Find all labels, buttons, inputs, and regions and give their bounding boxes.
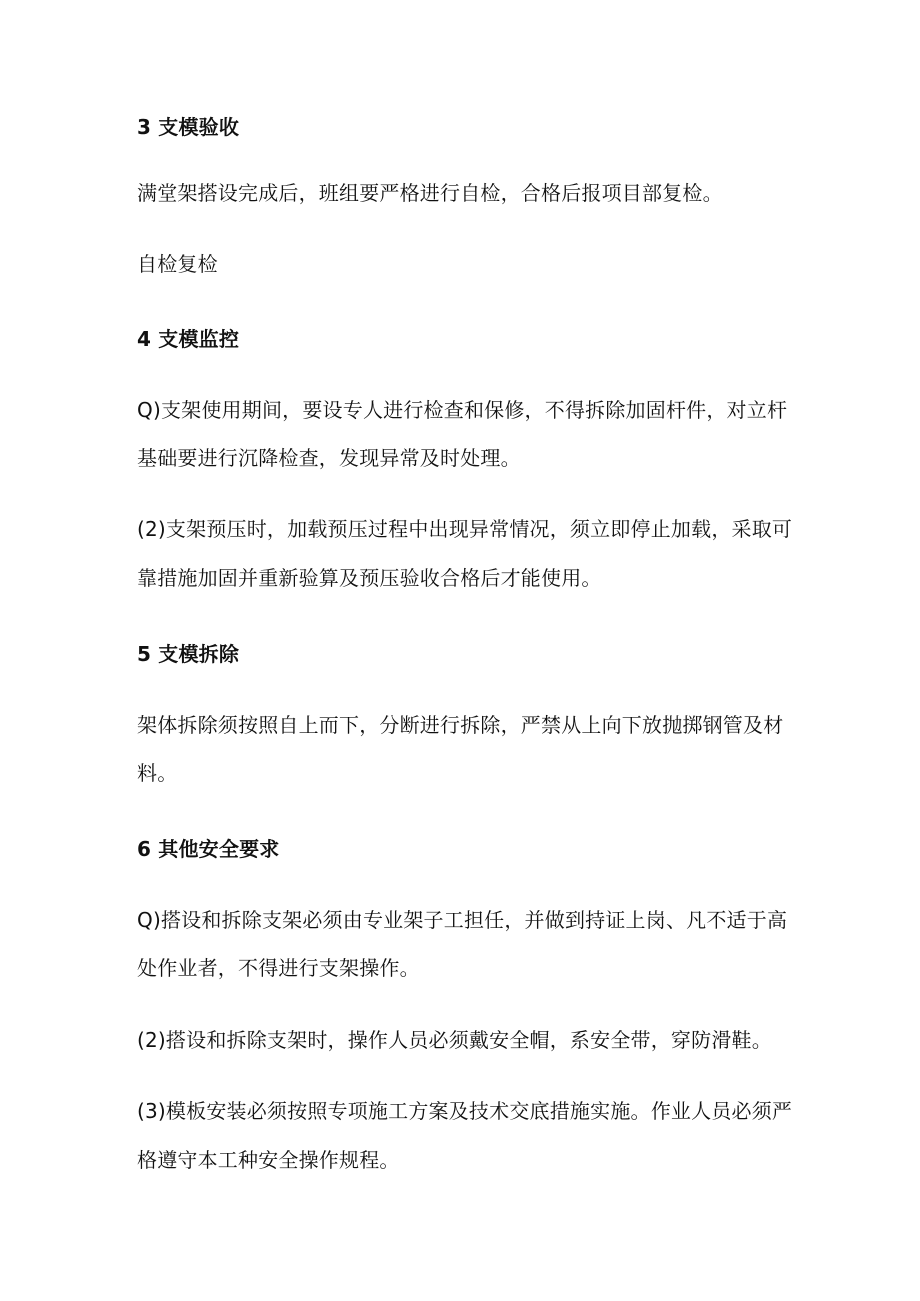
paragraph-line: 满堂架搭设完成后，班组要严格进行自检，合格后报项目部复检。 — [137, 181, 723, 205]
paragraph-line: (2)支架预压时，加载预压过程中出现异常情况，须立即停止加载，采取可 — [137, 517, 793, 541]
paragraph-line: (2)搭设和拆除支架时，操作人员必须戴安全帽，系安全带，穿防滑鞋。 — [137, 1028, 772, 1052]
section-heading: 4 支模监控 — [137, 327, 240, 351]
paragraph-line: 架体拆除须按照自上而下，分断进行拆除，严禁从上向下放抛掷钢管及材 — [137, 713, 784, 737]
paragraph-line: 基础要进行沉降检查，发现异常及时处理。 — [137, 446, 521, 470]
paragraph-line: 靠措施加固并重新验算及预压验收合格后才能使用。 — [137, 566, 602, 590]
section-heading: 3 支模验收 — [137, 115, 240, 139]
section-heading: 6 其他安全要求 — [137, 837, 280, 861]
paragraph-line: 格遵守本工种安全操作规程。 — [137, 1148, 400, 1172]
paragraph-line: 处作业者，不得进行支架操作。 — [137, 956, 420, 980]
paragraph-line: 自检复检 — [137, 252, 218, 276]
section-heading: 5 支模拆除 — [137, 642, 240, 666]
paragraph-line: Q)支架使用期间，要设专人进行检查和保修，不得拆除加固杆件，对立杆 — [137, 398, 788, 422]
paragraph-line: (3)模板安装必须按照专项施工方案及技术交底措施实施。作业人员必须严 — [137, 1099, 793, 1123]
paragraph-line: Q)搭设和拆除支架必须由专业架子工担任，并做到持证上岗、凡不适于高 — [137, 908, 788, 932]
paragraph-line: 料。 — [137, 761, 178, 785]
